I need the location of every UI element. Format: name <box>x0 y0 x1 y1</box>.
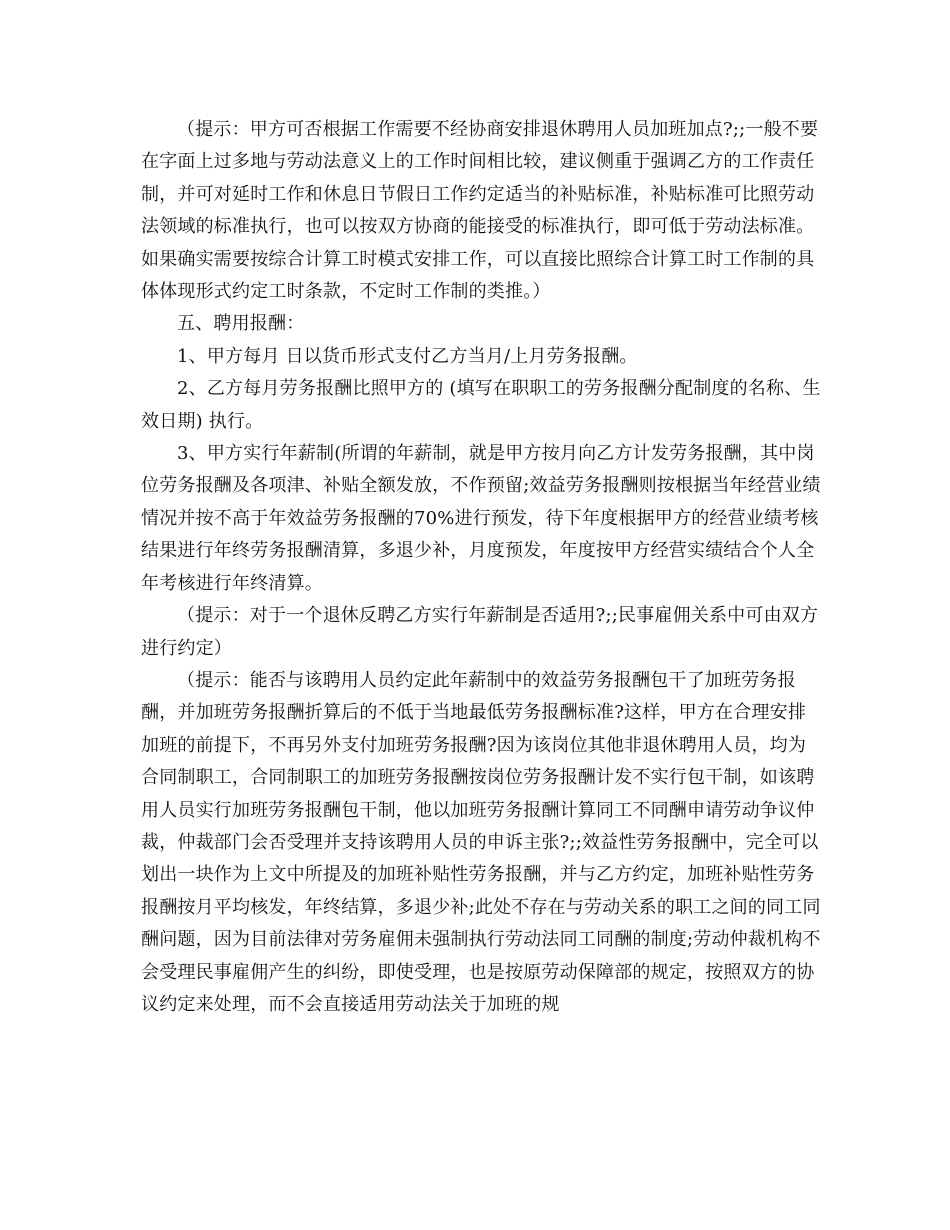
clause-1-payment-date: 1、甲方每月 日以货币形式支付乙方当月/上月劳务报酬。 <box>177 345 638 367</box>
section-heading-compensation: 五、聘用报酬： <box>177 313 305 335</box>
paragraph-overtime-note: （提示：甲方可否根据工作需要不经协商安排退休聘用人员加班加点?;;一般不要在字面上过多地与劳动法意义上的工作时间相比较，建议侧重于强调乙方的工作责任制，并可对延时工作和休息日节假日工作约定适当的补贴标准，补贴标准可比照劳动法领域的标准执行，也可以按双方协商的能接受的标准执行，即可低于劳动法标准。如果确实需要按综合计算工时模式安排工作，可以直接比照综合计算工时工作制的具体体现形式约定工时条款，不定时工作制的类推。） <box>141 119 819 303</box>
paragraph-overtime-pay-note: （提示：能否与该聘用人员约定此年薪制中的效益劳务报酬包干了加班劳务报酬，并加班劳务报酬折算后的不低于当地最低劳务报酬标准?这样，甲方在合理安排加班的前提下，不再另外支付加班劳务报酬?因为该岗位其他非退休聘用人员，均为合同制职工，合同制职工的加班劳务报酬按岗位劳务报酬计发不实行包干制，如该聘用人员实行加班劳务报酬包干制，他以加班劳务报酬计算同工不同酬申请劳动争议仲裁，仲裁部门会否受理并支持该聘用人员的申诉主张?;;效益性劳务报酬中，完全可以划出一块作为上文中所提及的加班补贴性劳务报酬，并与乙方约定，加班补贴性劳务报酬按月平均核发，年终结算，多退少补;此处不存在与劳动关系的职工之间的同工同酬问题，因为目前法律对劳务雇佣未强制执行劳动法同工同酬的制度;劳动仲裁机构不会受理民事雇佣产生的纠纷，即使受理，也是按原劳动保障部的规定，按照双方的协议约定来处理，而不会直接适用劳动法关于加班的规 <box>141 669 821 1015</box>
clause-3-annual-salary: 3、甲方实行年薪制(所谓的年薪制，就是甲方按月向乙方计发劳务报酬，其中岗位劳务报酬及各项津、补贴全额发放，不作预留;效益劳务报酬则按根据当年经营业绩情况并按不高于年效益劳务报酬的70%进行预发，待下年度根据甲方的经营业绩考核结果进行年终劳务报酬清算，多退少补，月度预发，年度按甲方经营实绩结合个人全年考核进行年终清算。 <box>141 443 821 594</box>
paragraph-annual-salary-note: （提示：对于一个退休反聘乙方实行年薪制是否适用?;;民事雇佣关系中可由双方进行约定） <box>141 605 819 659</box>
document-body <box>141 114 821 1021</box>
clause-2-monthly-pay: 2、乙方每月劳务报酬比照甲方的 (填写在职职工的劳务报酬分配制度的名称、生效日期) 执行。 <box>141 378 821 432</box>
